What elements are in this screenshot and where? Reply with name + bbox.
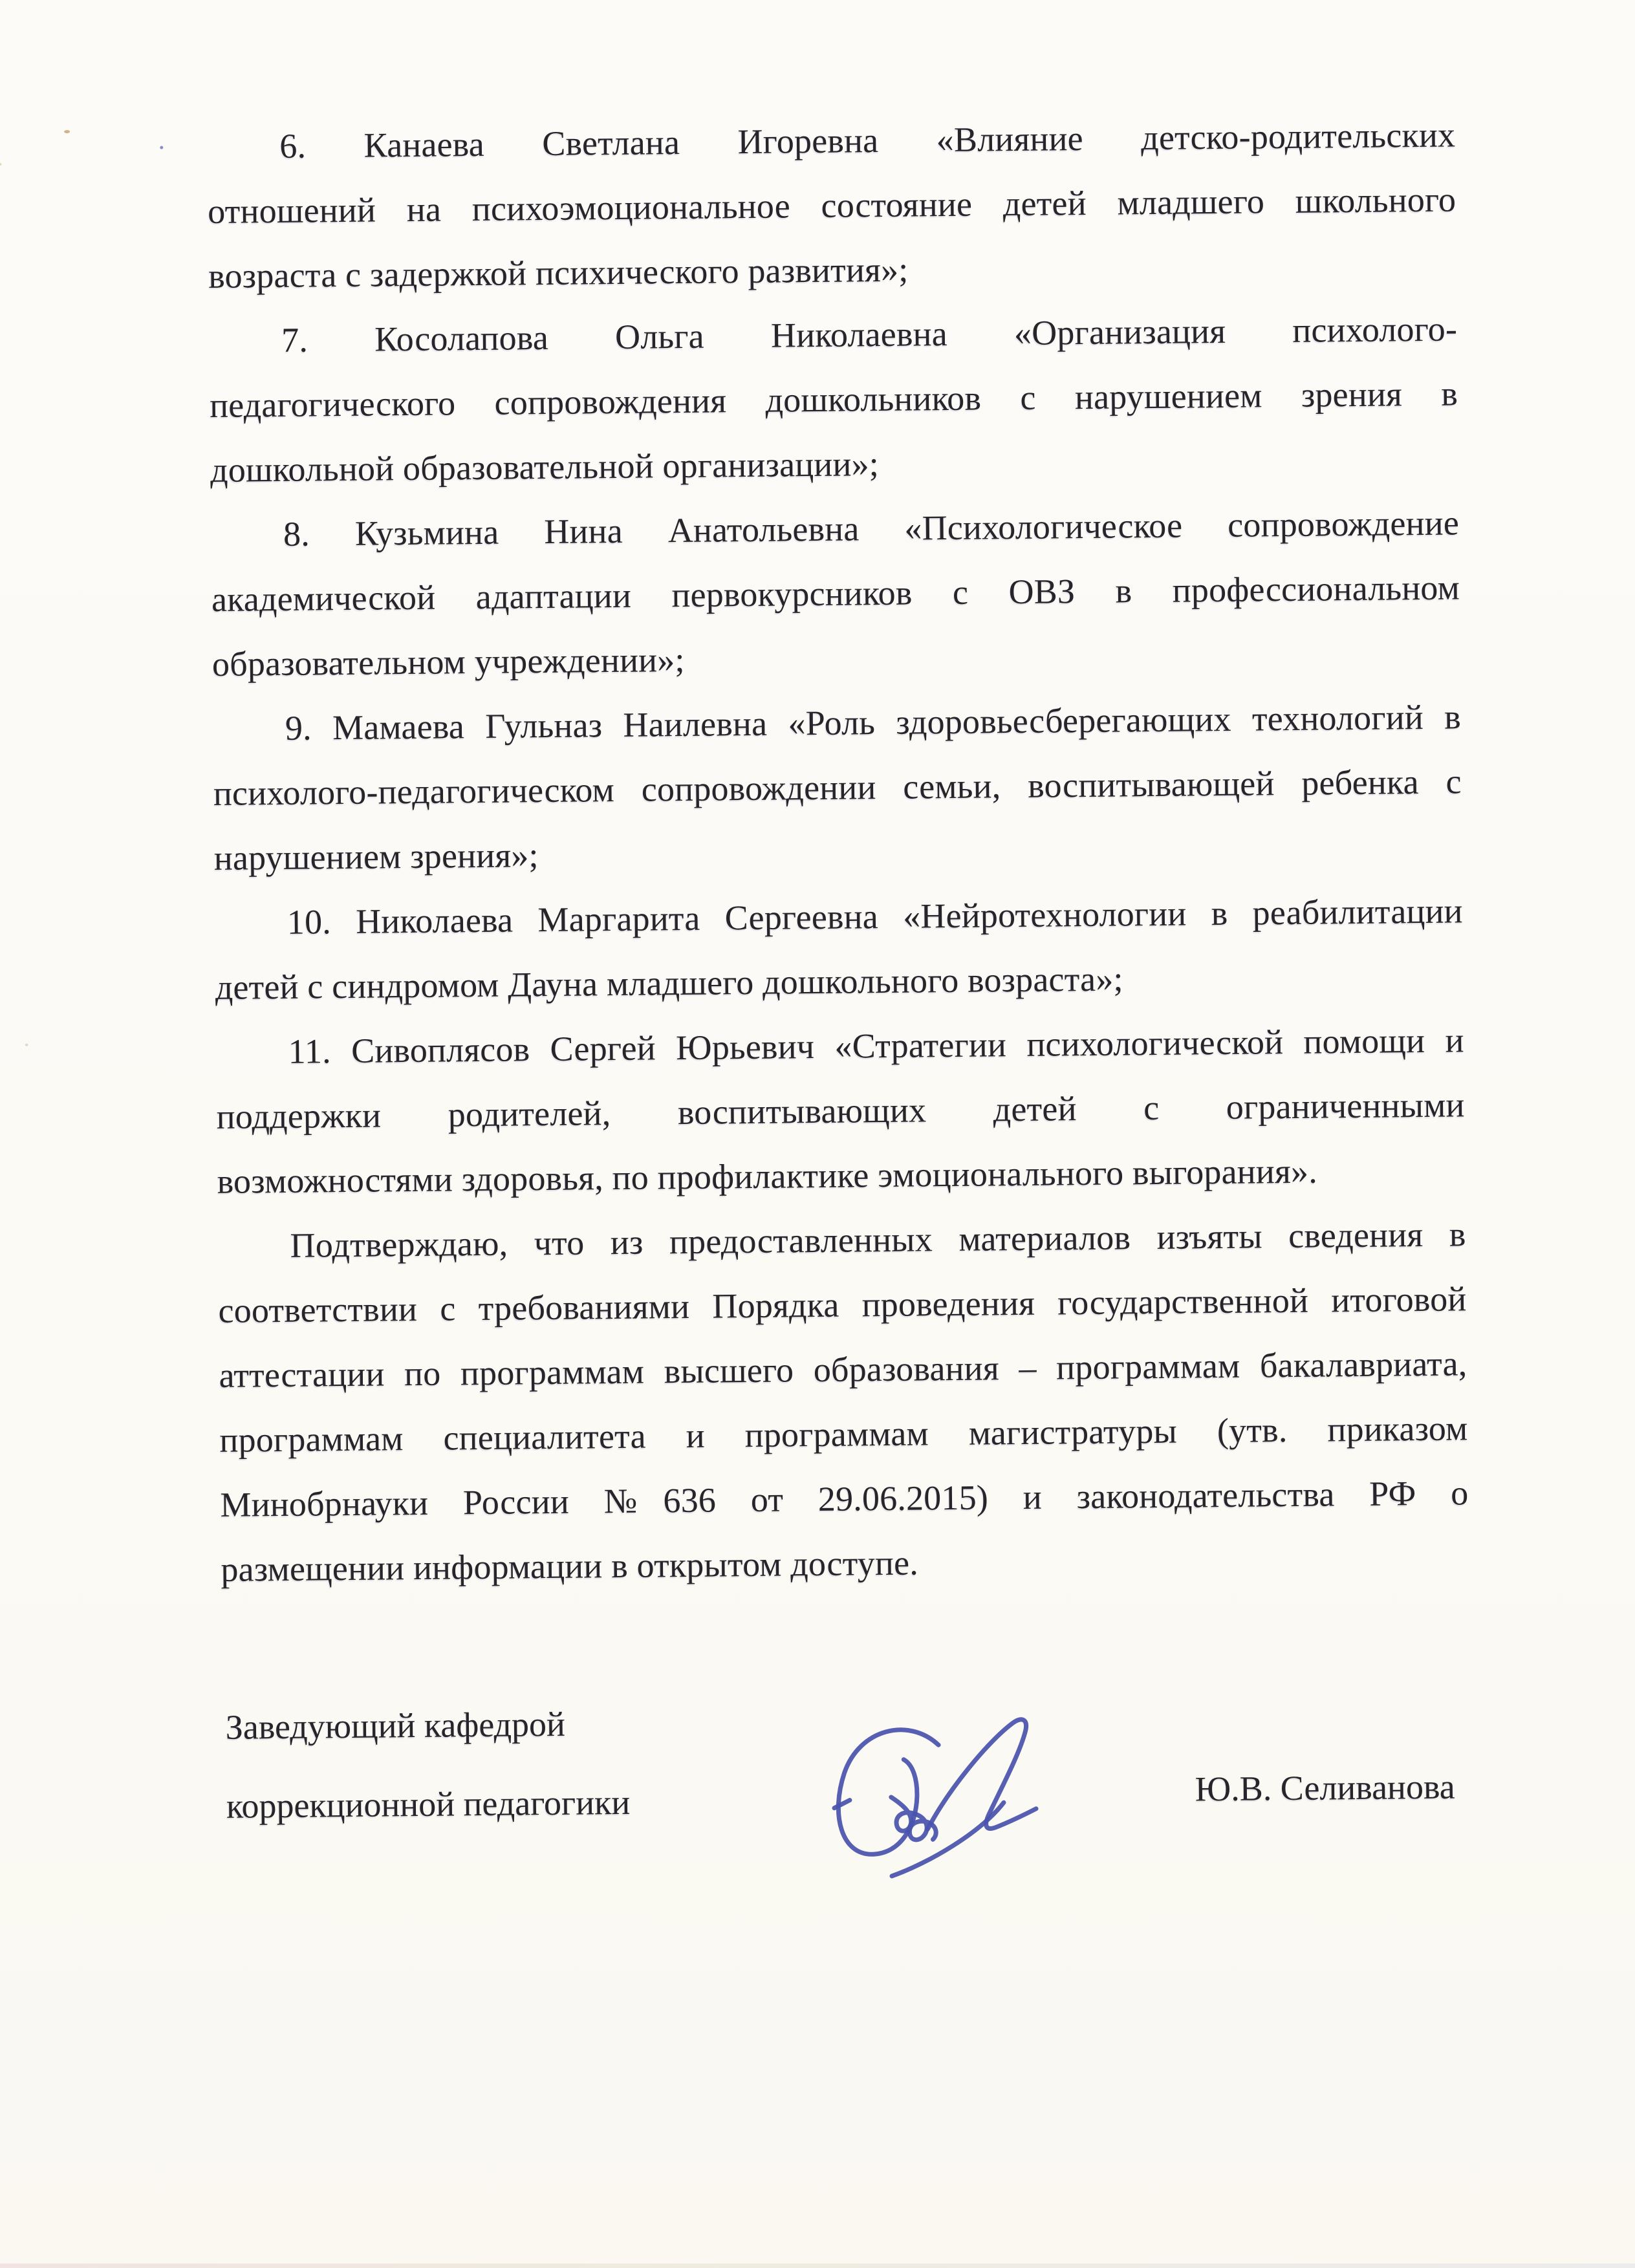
text-line: возраста с задержкой психического развития»; [208,250,909,296]
scan-speck [64,130,70,133]
text-line: поддержки родителей, воспитывающих детей с ограниченными [216,1085,1465,1136]
text-line: 10. Николаева Маргарита Сергеевна «Нейротехнологии в реабилитации [287,891,1464,942]
signer-position-line2: коррекционной педагогики [226,1782,631,1826]
text-line: 7. Косолапова Ольга Николаевна «Организация психолого- [281,309,1458,360]
text-line: соответствии с требованиями Порядка проведения государственной итоговой [218,1279,1467,1330]
text-line: аттестации по программам высшего образования – программам бакалавриата, [219,1344,1467,1395]
text-line: программам специалитета и программам магистратуры (утв. приказом [219,1409,1468,1460]
signer-name: Ю.В. Селиванова [1195,1767,1455,1809]
scan-bottom-edge [0,2263,1635,2268]
text-line: академической адаптации первокурсников с ОВЗ в профессиональном [211,568,1460,619]
text-line: психолого-педагогическом сопровождении семьи, воспитывающей ребенка с [213,762,1462,813]
text-line: 8. Кузьмина Нина Анатольевна «Психологическое сопровождение [283,503,1460,554]
text-line: 11. Сивоплясов Сергей Юрьевич «Стратегии психологической помощи и [288,1021,1464,1071]
text-line: 6. Канаева Светлана Игоревна «Влияние детско-родительских [279,115,1456,166]
text-line: образовательном учреждении»; [211,640,685,684]
text-line: возможностями здоровья, по профилактике эмоционального выгорания». [217,1151,1318,1201]
text-line: размещении информации в открытом доступе. [221,1543,919,1589]
text-line: детей с синдромом Дауна младшего дошкольного возраста»; [215,959,1123,1007]
handwritten-signature [817,1692,1065,1888]
text-line: педагогического сопровождения дошкольников с нарушением зрения в [209,374,1458,425]
text-line: Минобрнауки России №636 от 29.06.2015) и законодательства РФ о [220,1473,1469,1524]
scan-speck [25,1044,28,1046]
text-line: Подтверждаю, что из предоставленных материалов изъяты сведения в [290,1215,1466,1265]
text-line: отношений на психоэмоциональное состояние детей младшего школьного [207,180,1456,231]
scan-speck [160,146,163,149]
text-line: нарушением зрения»; [213,836,539,878]
document-body [207,102,1469,1601]
signer-position-line1: Заведующий кафедрой [225,1704,566,1747]
text-line: дошкольной образовательной организации»; [210,444,880,490]
text-line: 9. Мамаева Гульназ Наилевна «Роль здоровьесберегающих технологий в [285,697,1462,748]
scan-speck [0,163,2,166]
